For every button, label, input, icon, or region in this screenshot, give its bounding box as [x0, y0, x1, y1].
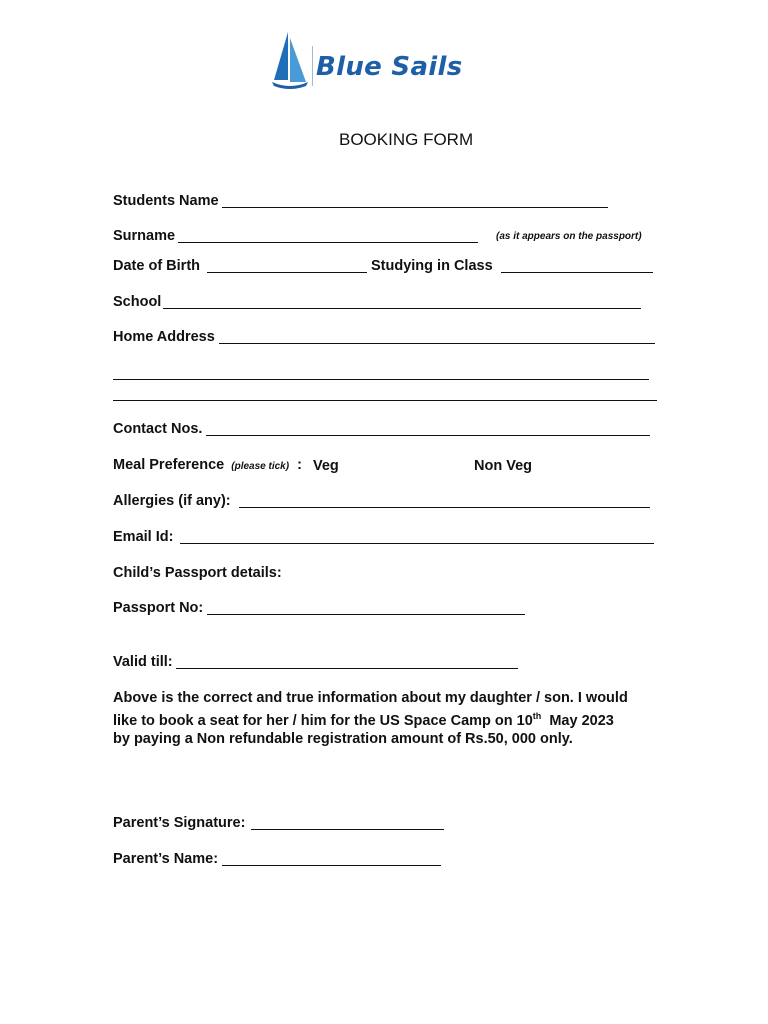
passport-no-field[interactable]: [207, 614, 525, 615]
school-label: School: [113, 294, 162, 310]
declaration-line-3: by paying a Non refundable registration amount of Rs.50, 000 only.: [113, 730, 573, 747]
passport-no-label: Passport No:: [113, 600, 204, 616]
non-veg-option[interactable]: Non Veg: [474, 458, 533, 474]
sailboat-icon: [270, 30, 310, 90]
class-label: Studying in Class: [371, 258, 493, 274]
parent-name-field[interactable]: [222, 865, 441, 866]
passport-heading: Child’s Passport details:: [113, 565, 282, 581]
parent-signature-field[interactable]: [251, 829, 444, 830]
dob-label: Date of Birth: [113, 258, 200, 274]
home-address-field[interactable]: [219, 343, 655, 344]
meal-colon: :: [297, 457, 302, 473]
parent-name-label: Parent’s Name:: [113, 851, 219, 867]
school-field[interactable]: [163, 308, 641, 309]
contact-field[interactable]: [206, 435, 650, 436]
surname-note: (as it appears on the passport): [496, 231, 642, 242]
valid-till-label: Valid till:: [113, 654, 173, 670]
contact-label: Contact Nos.: [113, 421, 203, 437]
declaration-line-1: Above is the correct and true information about my daughter / son. I would: [113, 690, 628, 706]
students-name-label: Students Name: [113, 193, 219, 209]
veg-option[interactable]: Veg: [313, 458, 339, 474]
surname-label: Surname: [113, 228, 176, 244]
home-address-label: Home Address: [113, 329, 215, 345]
meal-note: (please tick): [231, 461, 290, 472]
email-label: Email Id:: [113, 529, 174, 545]
meal-preference: [113, 457, 302, 473]
brand-name: Blue Sails: [316, 52, 463, 82]
valid-till-field[interactable]: [176, 668, 518, 669]
declaration-line-2-post: May 2023: [541, 712, 614, 729]
allergies-field[interactable]: [239, 507, 650, 508]
email-field[interactable]: [180, 543, 654, 544]
surname-field[interactable]: [178, 242, 478, 243]
home-address-line-3[interactable]: [113, 400, 657, 401]
dob-field[interactable]: [207, 272, 367, 273]
class-field[interactable]: [501, 272, 653, 273]
allergies-label: Allergies (if any):: [113, 493, 231, 509]
home-address-line-2[interactable]: [113, 379, 649, 380]
declaration-line-2: [113, 707, 673, 730]
parent-signature-label: Parent’s Signature:: [113, 815, 246, 831]
students-name-field[interactable]: [222, 207, 608, 208]
declaration-line-2-sup: th: [532, 711, 542, 721]
logo: [270, 30, 500, 90]
declaration: [113, 689, 673, 748]
declaration-line-2-pre: like to book a seat for her / him for the US Space Camp on 10: [113, 712, 533, 729]
meal-label: Meal Preference: [113, 457, 225, 473]
page-title: BOOKING FORM: [339, 130, 474, 149]
